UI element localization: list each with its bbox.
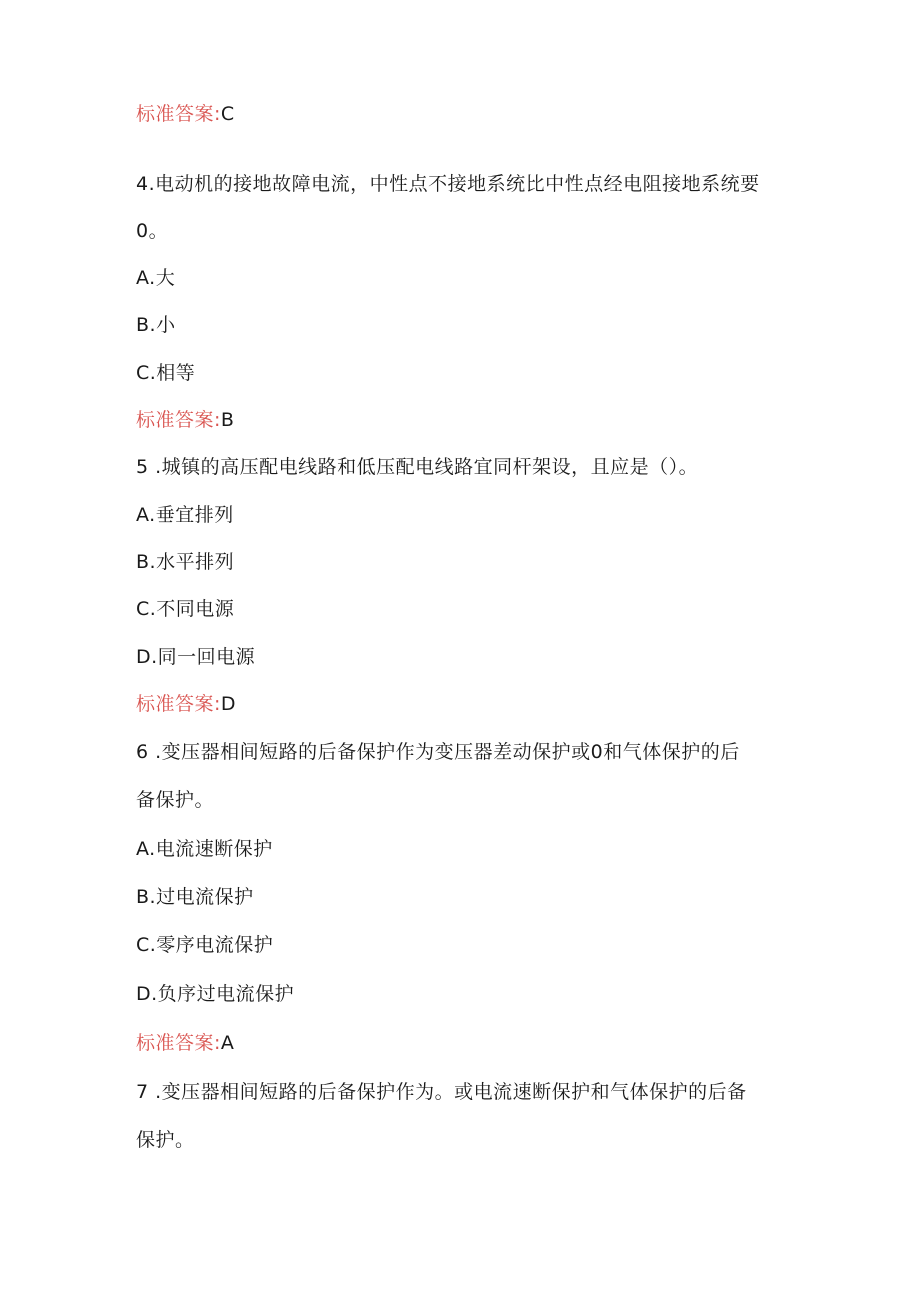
answer-line [136, 1031, 234, 1055]
answer-value: D [220, 693, 237, 715]
question-4-text-cont: 0。 [136, 220, 169, 242]
question-4-text: 4.电动机的接地故障电流，中性点不接地系统比中性点经电阻接地系统要 [136, 173, 760, 195]
question-6-text: 6 .变压器相间短路的后备保护作为变压器差动保护或0和气体保护的后 [136, 741, 740, 763]
option-a: A.大 [136, 267, 176, 289]
answer-label: 标准答案: [136, 409, 221, 431]
option-d: D.同一回电源 [136, 646, 256, 668]
option-c: C.零序电流保护 [136, 934, 274, 956]
option-d: D.负序过电流保护 [136, 983, 295, 1005]
answer-label: 标准答案: [136, 693, 221, 715]
question-7-text: 7 .变压器相间短路的后备保护作为。或电流速断保护和气体保护的后备 [136, 1081, 747, 1103]
option-c: C.相等 [136, 362, 196, 384]
question-7-text-cont: 保护。 [136, 1129, 195, 1151]
option-b: B.过电流保护 [136, 886, 254, 908]
answer-value: A [220, 1032, 235, 1054]
answer-value: B [220, 409, 235, 431]
answer-line [136, 692, 236, 716]
option-b: B.小 [136, 314, 176, 336]
answer-line [136, 102, 235, 126]
answer-value: C [220, 103, 235, 125]
option-b: B.水平排列 [136, 551, 235, 573]
option-c: C.不同电源 [136, 598, 235, 620]
answer-label: 标准答案: [136, 103, 221, 125]
answer-line [136, 408, 234, 432]
answer-label: 标准答案: [136, 1032, 221, 1054]
question-5-text: 5 .城镇的高压配电线路和低压配电线路宜同杆架设，且应是（）。 [136, 456, 699, 478]
option-a: A.垂宜排列 [136, 504, 234, 526]
option-a: A.电流速断保护 [136, 838, 273, 860]
question-6-text-cont: 备保护。 [136, 789, 215, 811]
